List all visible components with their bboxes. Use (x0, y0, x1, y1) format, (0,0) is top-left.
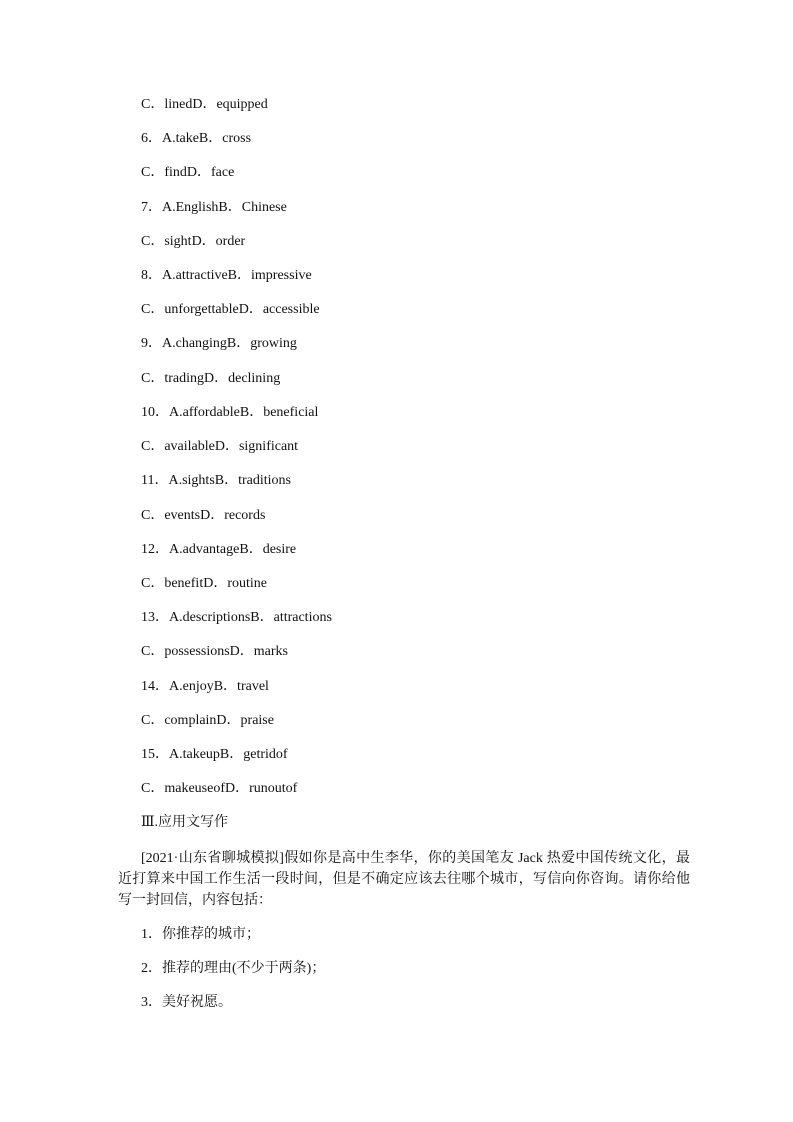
option-line: 15．A.takeupB．getridof (141, 747, 288, 762)
option-line: 12．A.advantageB．desire (141, 542, 297, 557)
option-line: C．tradingD．declining (141, 371, 281, 386)
requirement-item: 1．你推荐的城市； (141, 927, 260, 942)
option-line: 9．A.changingB．growing (141, 336, 297, 351)
option-line: 10．A.affordableB．beneficial (141, 405, 319, 420)
option-line: 6．A.takeB．cross (141, 131, 252, 146)
requirement-item: 3．美好祝愿。 (141, 995, 232, 1010)
option-line: C．eventsD．records (141, 508, 266, 523)
option-line: C．makeuseofD．runoutof (141, 781, 298, 796)
option-line: 11．A.sightsB．traditions (141, 473, 291, 488)
option-line: C．possessionsD．marks (141, 644, 289, 659)
option-line: 7．A.EnglishB．Chinese (141, 200, 287, 215)
option-line: C．sightD．order (141, 234, 246, 249)
option-line: C．complainD．praise (141, 713, 274, 728)
option-line: C．linedD．equipped (141, 97, 268, 112)
option-line: C．findD．face (141, 165, 235, 180)
option-line: 14．A.enjoyB．travel (141, 679, 269, 694)
requirement-item: 2．推荐的理由(不少于两条)； (141, 961, 326, 976)
option-line: 8．A.attractiveB．impressive (141, 268, 312, 283)
option-line: 13．A.descriptionsB．attractions (141, 610, 332, 625)
option-line: C．availableD．significant (141, 439, 299, 454)
option-line: C．unforgettableD．accessible (141, 302, 320, 317)
writing-prompt: [2021·山东省聊城模拟]假如你是高中生李华，你的美国笔友 Jack 热爱中国传统文化，最近打算来中国工作生活一段时间，但是不确定应该去往哪个城市，写信向你咨询。请你给他写一封回信，内容包括： (118, 851, 690, 908)
option-line: C．benefitD．routine (141, 576, 267, 591)
section-heading: Ⅲ.应用文写作 (141, 815, 229, 830)
